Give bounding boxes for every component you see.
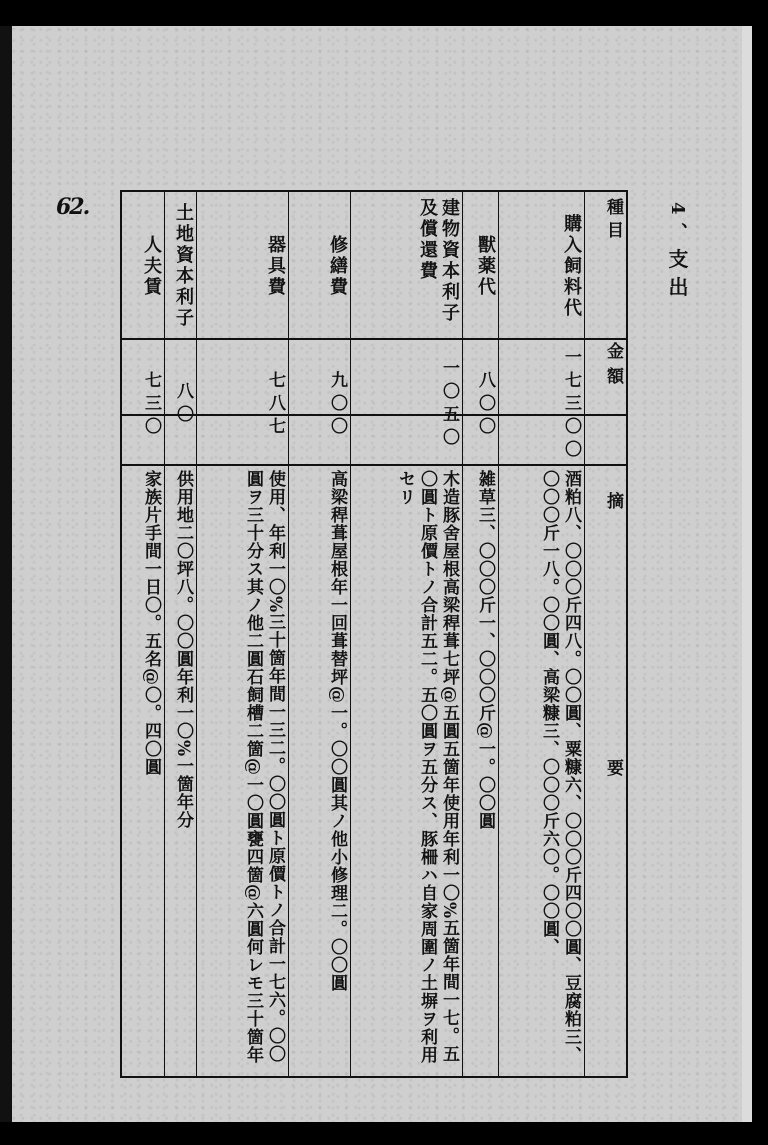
row-amount: 一七三〇〇 [561, 347, 581, 463]
row-summary: 供用地二〇坪八。〇〇圓年利一〇%一箇年分 [173, 470, 193, 830]
row-summary: 酒粕八、〇〇〇斤四八。〇〇圓、粟糠六、〇〇〇斤四〇〇圓、豆腐粕三、〇〇〇斤一八。〇〇圓、高梁糠三、〇〇〇斤六〇。〇〇圓、 [539, 470, 581, 1064]
column-divider [164, 192, 165, 1076]
row-item: 土地資本利子 [173, 203, 194, 329]
document-page [12, 26, 742, 1122]
row-summary: 使用、年利一〇%三十箇年間一三二。〇〇圓ト原價トノ合計一七六。〇〇圓ヲ三十分ス其ノ他二圓石飼槽二箇@一〇圓甕四箇@六圓何レモ三十箇年 [243, 470, 285, 1064]
row-amount: 八〇 [173, 382, 193, 428]
header-amount: 金額 [603, 342, 623, 392]
row-amount: 九〇〇 [327, 370, 347, 440]
row-summary: 木造豚舍屋根高梁稈葺七坪@五圓五箇年使用年利一〇%五箇年間一七。五〇圓ト原價トノ合計五二。五〇圓ヲ五分ス、豚柵ハ自家周圍ノ土塀ヲ利用セリ [395, 470, 459, 1064]
row-amount: 八〇〇 [475, 370, 495, 440]
table-divider-header [122, 338, 626, 340]
row-summary: 雑草三、〇〇〇斤一、〇〇〇斤@一。〇〇圓 [475, 470, 495, 830]
section-number: 4、 [667, 202, 688, 249]
header-summary-2: 要 [603, 759, 623, 776]
row-amount: 七三〇 [141, 370, 161, 440]
section-title: 支出 [665, 248, 689, 305]
expense-table [120, 190, 628, 1078]
row-amount: 七八七 [265, 370, 285, 440]
row-item: 購入飼料代 [561, 213, 582, 319]
column-divider [288, 192, 289, 1076]
row-summary: 家族片手間一日〇。五名@〇。四〇圓 [141, 470, 161, 776]
header-summary-1: 摘 [603, 492, 623, 509]
header-summary [592, 492, 626, 776]
column-divider [462, 192, 463, 1076]
column-divider [498, 192, 499, 1076]
row-item: 器具費 [265, 234, 286, 298]
table-divider-amount [122, 464, 626, 466]
section-heading [648, 202, 692, 305]
row-amount: 一〇五〇 [439, 359, 459, 451]
column-divider [350, 192, 351, 1076]
column-divider [196, 192, 197, 1076]
column-divider [584, 192, 585, 1076]
scan-right-edge [742, 26, 752, 1122]
row-item: 人夫賃 [141, 234, 162, 298]
row-item: 建物資本利子及償還費 [417, 198, 460, 324]
scan-left-edge [0, 26, 12, 1122]
page-number: 62. [56, 194, 89, 220]
row-item: 修繕費 [327, 234, 348, 298]
row-summary: 高梁稈葺屋根年一回葺替坪@一。〇〇圓其ノ他小修理二。〇〇圓 [327, 470, 347, 992]
row-item: 獸薬代 [475, 234, 496, 298]
header-type: 種目 [603, 198, 623, 244]
